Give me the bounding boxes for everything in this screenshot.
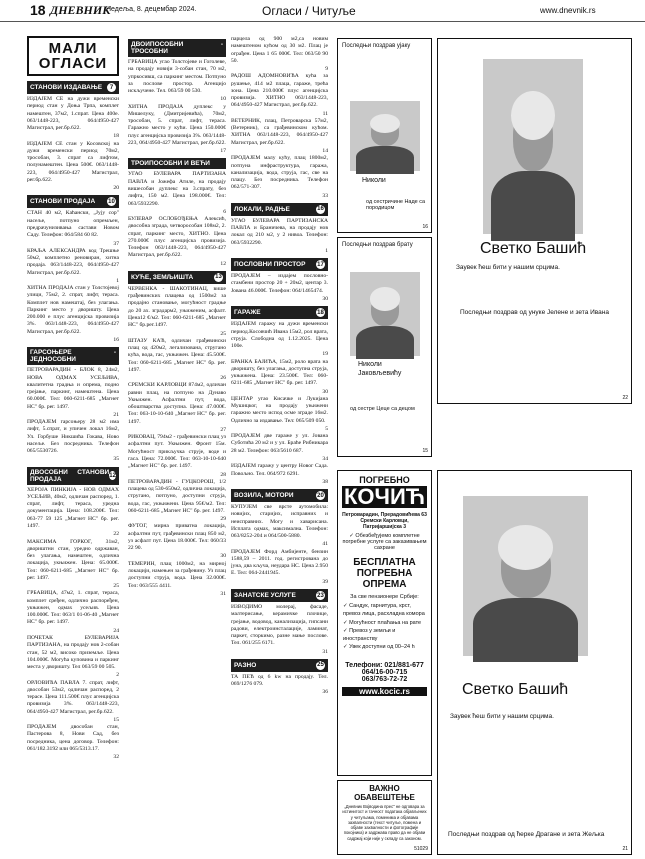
classified-ad: УГАО БУЛЕВАРА ПАРТИЗАНА ПАВЛА и Јожефа Атиле, на продају вишесобан дуплекс на 3.спрату, без лифта, 150 м2. Цена 198.000€. Тел: 063/5932290. bbox=[128, 171, 226, 207]
classified-ad: ПРОДАЈЕМ две гараже у ул. Јована Суботића 20 м2 и у ул. Браће Рибникара 28 м2. Телефон: 063/5610 687. bbox=[231, 433, 328, 454]
classified-ad: ПЕТРОВАРАДИН - БЛОК 8, 24м2, НОВА ОДМАХ УСЕЉИВА, квалитетна градња и опрема, подно грејање, паркинг, намештена. Цена 60.000€. Тел: 060-6211-685 „Магнет НС" бр. рег. 1497. bbox=[27, 367, 119, 410]
classified-ad: УГАО БУЛЕВАРА ПАРТИЗАНСКА ПАВЛА и Браничева, на продају нов локал од 210 м2, у 2 нивоа. Телефон: 063/5932290. bbox=[231, 217, 328, 246]
obituary-text: Заувек ћеш бити у нашим срцима. bbox=[456, 264, 560, 271]
classified-ad: ПРОДАЈЕМ гарсоњеру 28 м2 има лифт, 5.спрат, и упичен локал 16м2, Ул. Горбуше Никшића Гокава, Ново насеље. Без посредника. Телефон 065/5530726. bbox=[27, 419, 119, 455]
obituary-number: 15 bbox=[422, 448, 428, 454]
section-number-badge: 20 bbox=[317, 492, 324, 499]
section-heading-label: ТРОИПОСОБНИ И ВЕЋИ bbox=[131, 160, 210, 168]
ad-number: 30 bbox=[220, 553, 226, 560]
obituary-card-2 bbox=[337, 237, 432, 457]
section-heading bbox=[128, 158, 226, 169]
ad-number: 31 bbox=[322, 648, 328, 655]
ad-phone: Телефони: 021/881-677 bbox=[345, 661, 424, 669]
ad-number: 35 bbox=[113, 456, 119, 463]
classifieds-column-3 bbox=[231, 36, 328, 854]
classified-ad: ИЗДАЈЕМ гаражу у центру Новог Сада. Повољно. Тел. 064/972 6291. bbox=[231, 463, 328, 477]
classified-ad: ОРЛОВИЋА ПАВЛА 7. спрат, лифт, двособан 53м2, одличан распоред, 2 терасе. Цена 111.500€ плус агенцијска провизија 3%. 063/1448-223, 064/4950-427 Магистрал, рег.бр.622. bbox=[27, 679, 119, 715]
section-heading bbox=[128, 39, 226, 57]
obituary-heading: Последњи поздрав ујаку bbox=[342, 43, 411, 49]
ad-number: 25 bbox=[220, 330, 226, 337]
page-header bbox=[0, 0, 645, 22]
obituary-signature: Последњи поздрав од ћерке Драгане и зета Жељка bbox=[448, 831, 605, 838]
ad-number: 31 bbox=[220, 590, 226, 597]
classified-ad: ФУТОГ, мирна приватна локација, асфалтни пут, грађевински плац 850 м2, уз асфалт пут. Цена 18.000€. Тел: 060/33 22 90. bbox=[128, 523, 226, 552]
section-heading-label: СТАНОВИ ПРОДАЈА bbox=[30, 198, 96, 206]
obituary-number: 21 bbox=[622, 846, 628, 852]
section-heading-label: КУЋЕ, ЗЕМЉИШТА bbox=[131, 273, 194, 281]
ad-number: 39 bbox=[322, 578, 328, 585]
obituary-text: Заувек ћеш бити у нашим срцима. bbox=[450, 713, 554, 720]
ad-number: 5 bbox=[325, 425, 328, 432]
ad-item: ✓ Могућност плаћања на рате bbox=[343, 619, 422, 626]
ad-phone-2: 064/16-00-715 bbox=[361, 668, 408, 676]
classified-ad: ХЕРОЈА ПИНКИЈА - НОВ ОДМАХ УСЕЉИВ, 40м2, одличан распоред, 1. спрат, лифт, тераса, уредна документација. Цена: 108.200€. Тел: 063-77 59 125 „Магнет НС" бр. рег. 1497. bbox=[27, 486, 119, 530]
classified-ad: КУПУЈЕМ све врсте аутомобила: новијих, старијих, исправних и неисправних. Могу и хаварисана. Исплата одмах, максимална. Телефон: 063/8252-204 и 064/500-5880. bbox=[231, 504, 328, 540]
classified-ad: ПЕТРОВАРАДИН - ГУЦКОРОШ, 1/2 плацева од 530-650м2, одлична локација, стругано, потпуно, доступни струја, вода, гас, укњижени. Цена 95€/м2. Тел: 060-6211-685 „Магнет НС" бр. рег. 1497. bbox=[128, 478, 226, 514]
section-heading bbox=[231, 659, 328, 672]
classified-ad: ИЗВОДИМО молерај, фасаде, малтерисање, керамичке плочице, грејање, водовод, канализација, гипсани радови, електроинсталације, ламинат, паркет, сторкимо, разне мање послове. Тел. 061/255 6171. bbox=[231, 604, 328, 647]
ad-number: 37 bbox=[113, 240, 119, 247]
ad-for: За све пензионере Србије: bbox=[350, 594, 419, 600]
masthead: ДНЕВНИК bbox=[50, 3, 111, 17]
section-heading-label: ДВОИПОСОБНИ - ТРОСОБНИ bbox=[131, 41, 223, 55]
ad-number: 24 bbox=[113, 627, 119, 634]
ad-brand: КОЧИЋ bbox=[343, 484, 426, 509]
classified-ad: СТАН 40 м2, Каћански, „Јују сор" насеље, потпуно опремљен, предрачунизивања састави Новом Саду. Телефон: 064/584 60 82. bbox=[27, 210, 119, 239]
ad-number: 25 bbox=[113, 583, 119, 590]
section-heading bbox=[27, 347, 119, 365]
section-number-badge: 18 bbox=[317, 309, 324, 316]
ad-number: 16 bbox=[113, 336, 119, 343]
funeral-home-ad bbox=[337, 470, 432, 776]
ad-kicker: ПОГРЕБНО bbox=[359, 475, 410, 485]
deceased-name: Светко Башић bbox=[480, 240, 587, 257]
section-heading-label: ЗАНАТСКЕ УСЛУГЕ bbox=[234, 592, 296, 599]
section-heading bbox=[231, 589, 328, 602]
classified-ad: ЦЕНТАР угао Кисачке и Лукијана Мушицког, на продају уњижени гаражно место испод осме зграде 16м2. Одлично за издавање. Тел: 065/509 050. bbox=[231, 395, 328, 424]
section-heading-label: ЛОКАЛИ, РАДЊЕ bbox=[234, 205, 290, 213]
ad-number: 26 bbox=[220, 375, 226, 382]
section-number-badge: 16 bbox=[317, 206, 324, 213]
issue-date: Недеља, 8. децембар 2024. bbox=[106, 6, 197, 13]
classified-ad: РАДОШ АДОМНОВИЋА кућа за рушење, 414 м2 плаца, гараже, трећа зона. Цена 210.000€ плус агенцијска провизија. ХИТНО 063/1448-223, 064/4950-427 Магистрал, рег.бр.622. bbox=[231, 73, 328, 109]
ad-number: 32 bbox=[113, 754, 119, 761]
section-heading-label: ДВОСОБНИ СТАНОВИ ПРОДАЈА bbox=[30, 468, 110, 483]
section-number-badge: 12 bbox=[109, 472, 116, 479]
ad-number: 28 bbox=[220, 471, 226, 478]
classified-ad: парцела од 900 м2,са новим намештеном кућом од 30 м2. Плац је ограђен. Цена 1 65 000€. Тел: 063/50 90 50. bbox=[231, 36, 328, 64]
ad-number: 19 bbox=[322, 351, 328, 358]
classified-ad: РИКОВАЦ, 794м2 - грађевински плац уз асфалтни пут. Укњижен. Фронт 15м. Могућност прикључка струје, воде и гаса. Цена: 72.000€. Тел: 063-10-10-640 „Магнет НС" бр. рег. 1497. bbox=[128, 434, 226, 470]
ad-number: 22 bbox=[113, 531, 119, 538]
obituary-large-1 bbox=[437, 38, 632, 404]
obituary-number: 16 bbox=[422, 224, 428, 230]
classified-ad: ПОЧЕТАК БУЛЕВАРИЈА ПАРТИЗАНА, на продају нов 2-собан стан, 52 м2, високо приземље. Цена 104.000€. Могућа куповина и паркинг места у дворишту. Тел 063/59 00 505. bbox=[27, 635, 119, 671]
classified-ad: ХИТНА ПРОДАЈА стан у Толстојевој улици, 75м2, 2. спрат, лифт, тераса. Комплет нов намештај, без улагања. Паркинг место у дворишту. Цена 200.000 е плус агенцијска провизија 3%. 063/1448-223, 064/4950-427 Магистрал, рег.бр.622. bbox=[27, 285, 119, 335]
classified-ad: ЧЕРВЕНКА - ШАКОТИНАЦ, више грађевинских плацева од 1500м2 за продајно становање, могућност градње до 20 ах. зградарм2, уњиженим, асфалт. Цена12 €/м2. Тел: 060-6211-685 „Магнет НС" бр.рег.1497. bbox=[128, 285, 226, 329]
ad-number: 30 bbox=[322, 295, 328, 302]
section-heading bbox=[27, 195, 119, 208]
ad-number: 10 bbox=[220, 96, 226, 103]
classified-ad: СРЕМСКИ КАРЛОВЦИ 874м2, одличан равни плац, на потпуно на Дунаво Укњижен. Асфалтни пут, вода, обоштварства доступна. Цена: 47.000€. Тел: 063-10-10-640 „Магнет НС" бр. рег. 1497. bbox=[128, 382, 226, 425]
ad-service-line: ✓ Обезбеђујемо комплетне погребне услуге са заказивањем сахране bbox=[342, 533, 427, 551]
obituary-signature: Последњи поздрав од унуке Јелене и зета Ивана bbox=[460, 309, 609, 316]
ad-number: 14 bbox=[322, 147, 328, 154]
portrait-photo bbox=[463, 496, 588, 656]
website-link[interactable]: www.dnevnik.rs bbox=[540, 6, 596, 15]
classified-ad: БУЛЕВАР ОСЛОБОЂЕЊА Алексић, двособна зграда, четворособан 108м2, 2. спрат, паркинг место, ХИТНО. Цена 270.000€ плус агенцијска провизија. Телефон 063/1448-223, 064/4950-427 Магистрал, рег.бр.622. bbox=[128, 216, 226, 259]
ad-number: 33 bbox=[322, 192, 328, 199]
classified-ad: ПРОДАЈЕМ – издајем пословно-стамбени простор 20 + 20м2, центар 3. Јована 46.000€. Телефон: 064/1465474. bbox=[231, 273, 328, 294]
obituary-signature: од сестре Цеце са децом bbox=[350, 406, 415, 412]
section-heading-label: СТАНОВИ ИЗДАВАЊЕ bbox=[30, 84, 103, 91]
classified-ad: ИЗДАЈЕМ СЕ стан у Косовској на дужи временски период 70м2, трособан, 3. спрат са лифтом, полунамештен. Цена 500€. 063/1448-223, 064/4950-427 Магистрал, рег.бр.622. bbox=[27, 140, 119, 183]
ad-number: 41 bbox=[322, 541, 328, 548]
ad-number: 30 bbox=[322, 388, 328, 395]
important-notice-box bbox=[337, 780, 432, 855]
ad-address: Петроварадин, Прерадовићева 63 Сремски Карловци, Патријаршијска 3 bbox=[342, 512, 427, 530]
ad-number: 17 bbox=[220, 148, 226, 155]
classified-ad: КРАЉА АЛЕКСАНДРА код Трешње 50м2, комплетно реновиран, хитна продаја. 063/1448-223, 064/4950-427 Магистрал, рег.бр.622. bbox=[27, 247, 119, 276]
section-number-badge: 10 bbox=[108, 198, 115, 205]
ad-number: 38 bbox=[322, 478, 328, 485]
page-number: 18 bbox=[30, 2, 46, 18]
ad-number: 9 bbox=[325, 66, 328, 73]
section-heading bbox=[231, 203, 328, 216]
section-number-badge: 23 bbox=[317, 592, 324, 599]
ad-number: 15 bbox=[113, 716, 119, 723]
obituary-number: 22 bbox=[622, 395, 628, 401]
section-number-badge: 17 bbox=[317, 261, 324, 268]
section-heading-label: ВОЗИЛА, МОТОРИ bbox=[234, 492, 294, 500]
classified-ad: ВЕТЕРНИК, плац, Петроварска 57м2, (Ветерник), са грађевинском кућом. ХИТНА 063/1448-223, 064/4950-427 Магистрал, рег.бр.622. bbox=[231, 117, 328, 146]
classified-ad: ХИТНА ПРОДАЈА дуплекс у Мишелуку, (Дмитријевића), 70м2, трособан, 5. спрат, лифт, тераса. Гаражно место у кући. Цена 150.000€ плус агенцијска провизија 3%. 063/1448-223, 064/4950-427 Магистрал, рег.бр.622. bbox=[128, 103, 226, 146]
ad-number: 1 bbox=[325, 247, 328, 254]
mali-oglasi-logo: МАЛИ ОГЛАСИ bbox=[27, 36, 119, 76]
section-number-badge: 13 bbox=[215, 274, 222, 281]
ad-number: 18 bbox=[113, 133, 119, 140]
ad-item: ✓ Сандук, гарнитура, крст, превоз лица, расхладна комора bbox=[343, 603, 425, 618]
classified-ad: ШТАЗУ КАЋ, одличан грађевински плац од 420м2, легализована, стругано кућа, вода, гас, укњижен. Цена: 45.500€. Тел: 060-6211-685 „Магнет НС" бр. рег. 1497. bbox=[128, 337, 226, 373]
classified-ad: ИЗДАЈЕМ СЕ на дужи временски период стан у Доња Трпа, комплет намештен, 37м2, 1.спрат. Цена 400е. 063/1448-223, 064/4950-427 Магистрал, рег.бр.622. bbox=[27, 96, 119, 132]
ad-item: ✓ Превоз у земљи и иностранству bbox=[343, 627, 396, 642]
section-heading bbox=[231, 489, 328, 502]
portrait-photo bbox=[350, 101, 420, 171]
ad-number: 27 bbox=[220, 426, 226, 433]
section-heading bbox=[27, 467, 119, 485]
classified-ad: ТЕМЕРИН, плац 1000м2, на мирној локацији, намењен за грађевину. Уз плац доступни струја, вода. Цена 32.000€. Тел: 063/555 4411. bbox=[128, 560, 226, 589]
notice-number: 51029 bbox=[414, 846, 428, 852]
ad-number: 6 bbox=[223, 208, 226, 215]
classified-ad: ПРОДАЈЕМ двособан стан, Пастерова 8, Нови Сад, без посредника, цена договор. Телефон: 061/182.3192 или 065/5313.17. bbox=[27, 724, 119, 752]
obituary-large-2 bbox=[437, 470, 632, 855]
classifieds-column-2 bbox=[128, 36, 226, 854]
obituary-card-1 bbox=[337, 38, 432, 233]
ad-number: 34 bbox=[322, 456, 328, 463]
section-heading-label: РАЗНО bbox=[234, 661, 257, 669]
classified-ad: ПРОДАЈЕМ Форд Амбијенте, бензин 1588,59 – 2011. год. регистрована до јуна, два кључа, неудара НС. Цена 2.950 Е. Тел: 064-2441945. bbox=[231, 548, 328, 577]
classified-ad: ПРОДАЈЕМ малу кућу, плац 1800м2, потпуна инфраструктура, гаража, канализација, вода, струја, гас, све на плацу. Без посредника. Телефон 062/571-307. bbox=[231, 155, 328, 191]
notice-title: ВАЖНО ОБАВЕШТЕЊЕ bbox=[354, 784, 415, 802]
deceased-name: Николи Јаковљевићу bbox=[358, 361, 402, 378]
obituary-signature: од сестричине Наде са породицом bbox=[366, 199, 426, 211]
ad-phone-3: 063/763-72-72 bbox=[361, 675, 408, 683]
classifieds-column-1 bbox=[27, 36, 119, 854]
ad-number: 1 bbox=[116, 277, 119, 284]
ad-website[interactable]: www.kocic.rs bbox=[342, 687, 427, 696]
section-heading bbox=[231, 306, 328, 319]
ad-number: 20 bbox=[113, 185, 119, 192]
ad-number: 12 bbox=[220, 260, 226, 267]
section-heading bbox=[231, 258, 328, 271]
ad-free-2: ПОГРЕБНА ОПРЕМА bbox=[356, 568, 413, 590]
ad-free-1: БЕСПЛАТНА bbox=[353, 557, 416, 568]
ad-number: 21 bbox=[113, 411, 119, 418]
ad-number: 29 bbox=[220, 516, 226, 523]
deceased-name: Николи bbox=[362, 177, 386, 184]
classified-ad: ГРБАВИЦА, 47м2, 1. спрат, тераса, комплет сређен, одлично распоређен, укњижен, одмах усељив. Цена 100.000€. Тел: 063/1 01-06-40 „Магнет НС" бр. рег. 1497. bbox=[27, 590, 119, 626]
section-heading-label: ГАРАЖЕ bbox=[234, 309, 261, 317]
classified-ad: ГРБАВИЦА угао Толстојеве и Гоголеве, на продају новији 3-собан стан, 70 м2, упркосивш, са паркинг местом. Потпуно за послове простор. Агенцијо искључене. Тел. 063/59 00 530. bbox=[128, 59, 226, 95]
section-title: Огласи / Читуље bbox=[262, 4, 356, 18]
classified-ad: ТА ПЕЋ од 6 kw на продају. Тел. 069/1276 079. bbox=[231, 673, 328, 688]
classified-ad: БРАНКА БАЈИЋА, 15м2, ролo врата на дворишту, без улагања, доступна струја, укњижена. Цена: 23.500€. Тел: 060-6211-685 „Магнет НС" бр. рег. 1497. bbox=[231, 358, 328, 387]
classified-ad: ИЗДАЈЕМ гаражу на дужи временски период.Косовчић Ивана 15м2, рол врата, струја. Слободна од 1.12.2025. Цена 100е. bbox=[231, 321, 328, 350]
portrait-photo bbox=[350, 272, 420, 356]
obituary-heading: Последњи поздрав брату bbox=[342, 242, 413, 248]
section-heading-label: ГАРСОЊЕРЕ - ЈЕДНОСОБНИ bbox=[30, 349, 116, 364]
ad-item: ✓ Увек доступни од 00–24 h bbox=[343, 644, 415, 651]
section-heading-label: ПОСЛОВНИ ПРОСТОР bbox=[234, 261, 306, 269]
notice-text: „Дневник Војводина прес" не одговара за истинитост и тачност података објављених у читуљама, поменима и објавама захвалности (текст читуље, помена и објаве захвалности и фотографије покојника) и задржава право да не објави садржај који није у складу са законом. bbox=[342, 804, 427, 841]
section-number-badge: 25 bbox=[317, 662, 324, 669]
section-heading bbox=[128, 271, 226, 284]
section-number-badge: 7 bbox=[107, 83, 116, 92]
ad-item-list bbox=[338, 600, 431, 654]
section-heading bbox=[27, 81, 119, 94]
deceased-name: Светко Башић bbox=[462, 681, 569, 698]
classified-ad: МАКСИМА ГОРКОГ, 31м2, двориштни стан, уредно одржаван, без улагања, намештен, одлична локација, укњижен. Цена: 65.000€. Тел: 060-6211-685 „Магнет НС" бр. рег. 1497. bbox=[27, 538, 119, 581]
ad-number: 36 bbox=[322, 689, 328, 696]
portrait-photo bbox=[483, 59, 583, 234]
ad-number: 2 bbox=[116, 672, 119, 679]
ad-number: 11 bbox=[322, 110, 328, 117]
